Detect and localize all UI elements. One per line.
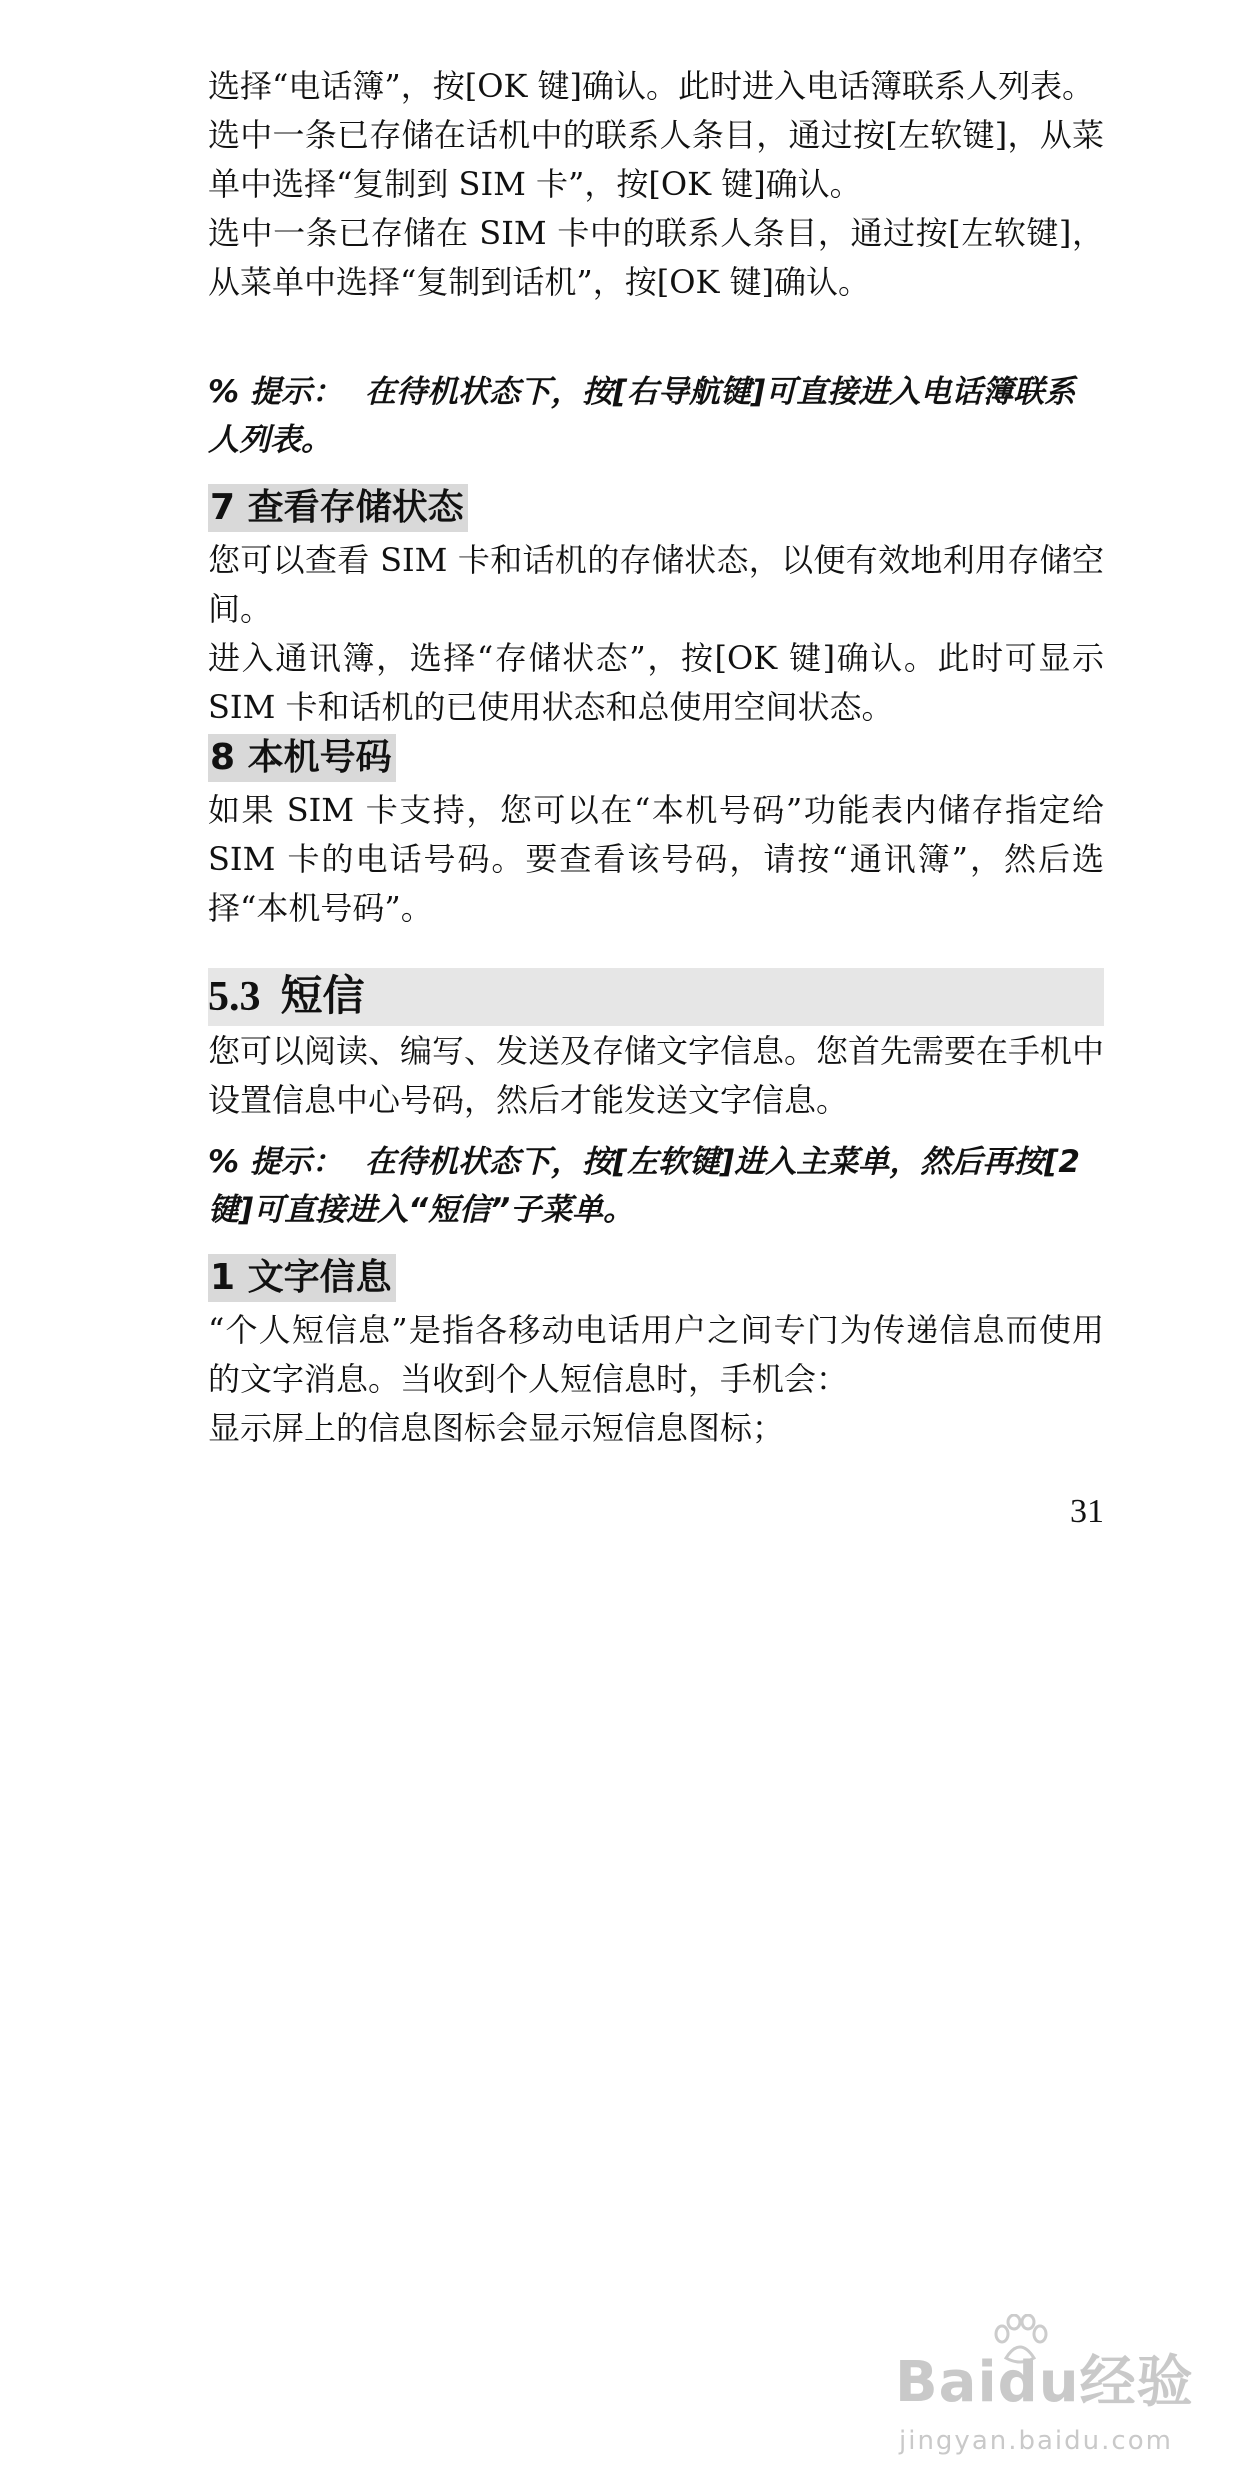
section-1-paragraph-2: 显示屏上的信息图标会显示短信息图标； <box>208 1409 785 1447</box>
section-1-heading: 1 文字信息 <box>208 1254 396 1302</box>
intro-line-3: 选中一条已存储在 SIM 卡中的联系人条目，通过按[左软键]，从菜单中选择“复制到话机”，按[OK 键]确认。 <box>208 214 1104 301</box>
section-5-3-body <box>208 1027 1104 1125</box>
section-8-heading: 8 本机号码 <box>208 734 396 782</box>
intro-line-1: 选择“电话簿”，按[OK 键]确认。此时进入电话簿联系人列表。 <box>208 67 1095 105</box>
section-5-3-title: 短信 <box>280 974 365 1020</box>
page-number: 31 <box>1070 1493 1104 1530</box>
tip-2-text: 在待机状态下，按[左软键]进入主菜单，然后再按[2 键]可直接进入“短信”子菜单。 <box>208 1144 1080 1228</box>
baidu-watermark <box>895 2338 1195 2468</box>
section-5-3-number: 5.3 <box>208 974 261 1020</box>
tip-1-lead: % 提示： <box>208 374 343 410</box>
section-5-3-paragraph-1: 您可以阅读、编写、发送及存储文字信息。您首先需要在手机中设置信息中心号码，然后才能发送文字信息。 <box>208 1032 1105 1119</box>
section-7-heading: 7 查看存储状态 <box>208 484 468 532</box>
intro-block <box>208 62 1104 307</box>
intro-line-2: 选中一条已存储在话机中的联系人条目，通过按[左软键]，从菜单中选择“复制到 SIM 卡”，按[OK 键]确认。 <box>208 116 1104 203</box>
section-7-paragraph-1: 您可以查看 SIM 卡和话机的存储状态，以便有效地利用存储空间。 <box>208 541 1104 628</box>
section-1-paragraph-1: “个人短信息”是指各移动电话用户之间专门为传递信息而使用的文字消息。当收到个人短信息时，手机会： <box>208 1311 1104 1398</box>
tip-1-text: 在待机状态下，按[右导航键]可直接进入电话簿联系人列表。 <box>208 374 1076 458</box>
watermark-text: Baidu经验 <box>895 2350 1194 2415</box>
section-1 <box>208 1254 1104 1453</box>
section-7-paragraph-2: 进入通讯簿，选择“存储状态”，按[OK 键]确认。此时可显示 SIM 卡和话机的已使用状态和总使用空间状态。 <box>208 639 1104 726</box>
tip-2 <box>208 1138 1104 1234</box>
section-5-3-heading <box>208 968 1104 1026</box>
section-8-paragraph-1: 如果 SIM 卡支持，您可以在“本机号码”功能表内储存指定给 SIM 卡的电话号码。要查看该号码，请按“通讯簿”，然后选择“本机号码”。 <box>208 791 1104 927</box>
tip-2-lead: % 提示： <box>208 1144 343 1180</box>
section-7 <box>208 484 1104 732</box>
tip-1 <box>208 368 1104 464</box>
section-8 <box>208 734 1104 933</box>
watermark-url: jingyan.baidu.com <box>899 2426 1173 2456</box>
